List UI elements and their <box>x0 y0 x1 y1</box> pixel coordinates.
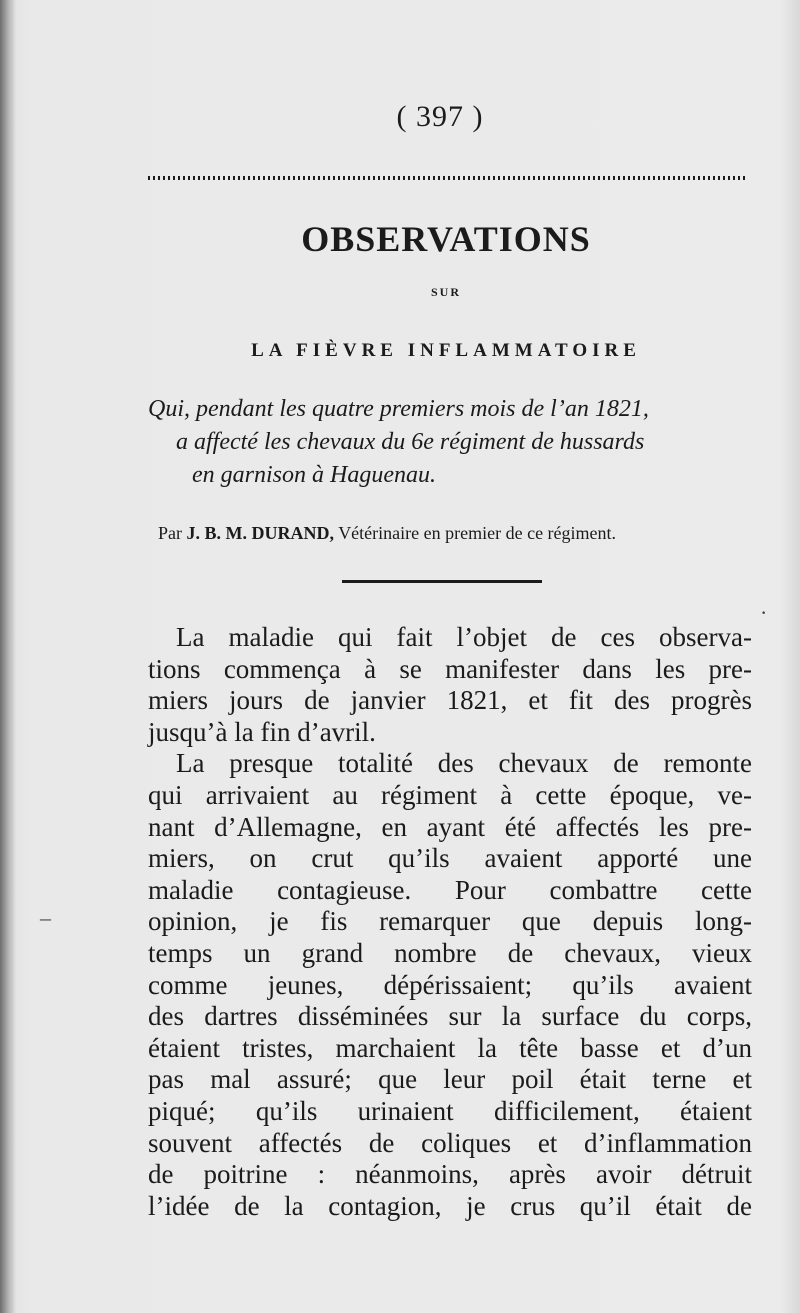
body-line: La presque totalité des chevaux de remonte <box>176 748 752 779</box>
body-line: maladie contagieuse. Pour combattre cette <box>148 874 752 905</box>
author-role: Vétérinaire en premier de ce régiment. <box>338 523 617 543</box>
ornamental-rule <box>148 172 746 182</box>
article-description <box>148 393 748 492</box>
body-line: de poitrine : néanmoins, après avoir détruit <box>148 1159 752 1190</box>
margin-mark: – <box>40 905 51 930</box>
body-line: souvent affectés de coliques et d’inflammation <box>148 1127 752 1158</box>
body-line: étaient tristes, marchaient la tête basse et d’un <box>148 1032 752 1063</box>
body-line: comme jeunes, dépérissaient; qu’ils avaient <box>148 969 752 1000</box>
body-line: tions commença à se manifester dans les pre- <box>148 653 752 684</box>
page-number: ( 397 ) <box>396 100 484 133</box>
description-line: Qui, pendant les quatre premiers mois de l’an 1821, <box>148 396 649 422</box>
article-title: OBSERVATIONS <box>301 219 591 259</box>
body-line: nant d’Allemagne, en ayant été affectés les pre- <box>148 811 752 842</box>
author-name: J. B. M. DURAND, <box>186 523 334 543</box>
body-line: miers jours de janvier 1821, et fit des progrès <box>148 685 752 716</box>
body-line: miers, on crut qu’ils avaient apporté une <box>148 843 752 874</box>
body-line: jusqu’à la fin d’avril. <box>148 716 376 747</box>
article-subject: LA FIÈVRE INFLAMMATOIRE <box>251 340 641 361</box>
body-line: opinion, je fis remarquer que depuis long- <box>148 906 752 937</box>
description-line: en garnison à Haguenau. <box>192 462 436 488</box>
body-line: l’idée de la contagion, je crus qu’il était de <box>148 1190 752 1221</box>
body-line: piqué; qu’ils urinaient difficilement, étaient <box>148 1095 752 1126</box>
body-line: qui arrivaient au régiment à cette époque, ve- <box>148 779 752 810</box>
body-text <box>148 622 752 1222</box>
body-line: des dartres disséminées sur la surface du corps, <box>148 1001 752 1032</box>
body-line: La maladie qui fait l’objet de ces observa- <box>176 622 752 652</box>
margin-mark: · <box>760 600 768 625</box>
title-connector: SUR <box>430 285 461 299</box>
body-line: pas mal assuré; que leur poil était terne et <box>148 1064 752 1095</box>
description-line: a affecté les chevaux du 6e régiment de hussards <box>176 429 645 455</box>
author-line <box>158 523 758 544</box>
section-divider <box>342 580 542 583</box>
page-gutter-shadow <box>0 0 16 1313</box>
author-prefix: Par <box>158 523 182 543</box>
body-line: temps un grand nombre de chevaux, vieux <box>148 937 752 968</box>
